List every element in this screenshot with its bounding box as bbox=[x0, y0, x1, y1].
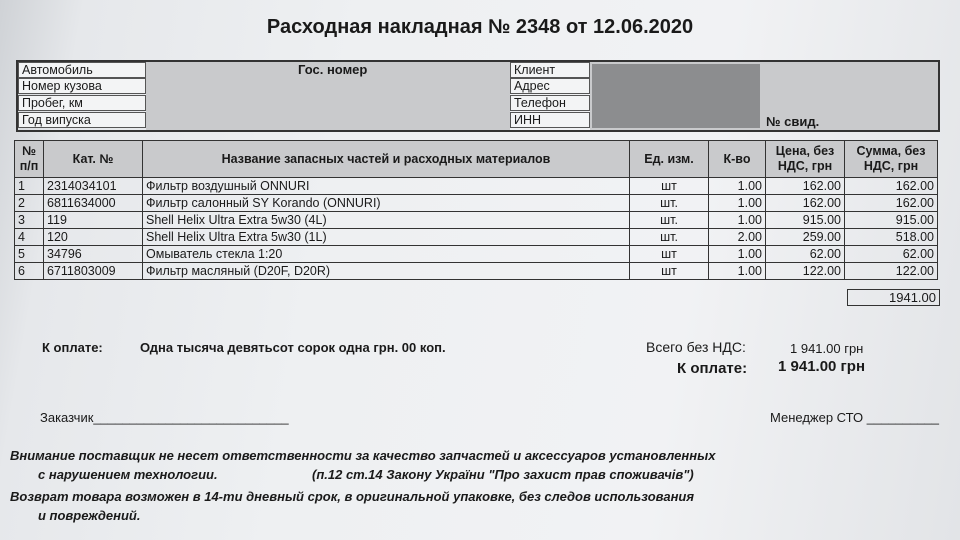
table-row bbox=[15, 229, 938, 246]
label-year: Год випуска bbox=[18, 112, 146, 128]
note-line-2b: (п.12 ст.14 Закону України "Про захист прав споживачів") bbox=[312, 467, 694, 482]
cell-unit: шт bbox=[630, 263, 709, 280]
cell-num: 4 bbox=[15, 229, 44, 246]
note-line-2a: с нарушением технологии. bbox=[38, 467, 218, 482]
col-header-unit: Ед. изм. bbox=[630, 141, 709, 178]
col-header-name: Название запасных частей и расходных материалов bbox=[143, 141, 630, 178]
cell-cat: 6711803009 bbox=[44, 263, 143, 280]
col-header-qty: К-во bbox=[709, 141, 766, 178]
col-header-sum: Сумма, без НДС, грн bbox=[845, 141, 938, 178]
cell-num: 5 bbox=[15, 246, 44, 263]
to-pay-value: 1 941.00 грн bbox=[778, 358, 866, 375]
label-automobile: Автомобиль bbox=[18, 62, 146, 78]
label-address: Адрес bbox=[510, 78, 590, 94]
table-header-row bbox=[15, 141, 938, 178]
payment-label: К оплате: bbox=[42, 340, 103, 355]
cell-price: 162.00 bbox=[766, 195, 845, 212]
cell-cat: 6811634000 bbox=[44, 195, 143, 212]
label-body-number: Номер кузова bbox=[18, 78, 146, 94]
col-header-num: № п/п bbox=[15, 141, 44, 178]
cell-sum: 518.00 bbox=[845, 229, 938, 246]
cell-price: 259.00 bbox=[766, 229, 845, 246]
cell-cat: 34796 bbox=[44, 246, 143, 263]
cell-num: 6 bbox=[15, 263, 44, 280]
col-header-cat: Кат. № bbox=[44, 141, 143, 178]
cell-unit: шт. bbox=[630, 229, 709, 246]
cell-cat: 119 bbox=[44, 212, 143, 229]
total-no-vat-label: Всего без НДС: bbox=[646, 339, 746, 355]
payment-amount-words: Одна тысяча девятьсот сорок одна грн. 00 коп. bbox=[140, 340, 446, 355]
items-table bbox=[14, 140, 938, 280]
cell-qty: 1.00 bbox=[709, 246, 766, 263]
cell-price: 915.00 bbox=[766, 212, 845, 229]
cell-qty: 1.00 bbox=[709, 178, 766, 195]
cell-sum: 915.00 bbox=[845, 212, 938, 229]
cell-unit: шт. bbox=[630, 195, 709, 212]
cell-name: Фильтр салонный SY Korando (ONNURI) bbox=[143, 195, 630, 212]
label-gos-nomer: Гос. номер bbox=[298, 62, 368, 77]
cell-name: Фильтр масляный (D20F, D20R) bbox=[143, 263, 630, 280]
table-row bbox=[15, 178, 938, 195]
table-row bbox=[15, 212, 938, 229]
cell-unit: шт bbox=[630, 178, 709, 195]
cell-num: 2 bbox=[15, 195, 44, 212]
col-header-price: Цена, без НДС, грн bbox=[766, 141, 845, 178]
cell-price: 122.00 bbox=[766, 263, 845, 280]
cell-sum: 162.00 bbox=[845, 178, 938, 195]
table-row bbox=[15, 246, 938, 263]
table-row bbox=[15, 195, 938, 212]
cell-unit: шт bbox=[630, 246, 709, 263]
note-line-1: Внимание поставщик не несет ответственности за качество запчастей и аксессуаров установленных bbox=[10, 448, 716, 463]
label-client: Клиент bbox=[510, 62, 590, 78]
cell-name: Shell Helix Ultra Extra 5w30 (1L) bbox=[143, 229, 630, 246]
cell-qty: 1.00 bbox=[709, 195, 766, 212]
total-no-vat-value: 1 941.00 грн bbox=[790, 341, 864, 356]
cell-num: 1 bbox=[15, 178, 44, 195]
manager-signature: Менеджер СТО __________ bbox=[770, 410, 940, 425]
label-inn: ИНН bbox=[510, 112, 590, 128]
cell-num: 3 bbox=[15, 212, 44, 229]
cell-qty: 2.00 bbox=[709, 229, 766, 246]
cell-cat: 120 bbox=[44, 229, 143, 246]
document-title: Расходная накладная № 2348 от 12.06.2020 bbox=[266, 16, 694, 38]
label-mileage: Пробег, км bbox=[18, 95, 146, 111]
table-row bbox=[15, 263, 938, 280]
cell-name: Фильтр воздушный ONNURI bbox=[143, 178, 630, 195]
note-line-3: Возврат товара возможен в 14-ти дневный срок, в оригинальной упаковке, без следов использования bbox=[10, 489, 695, 504]
note-line-4: и повреждений. bbox=[38, 508, 141, 523]
to-pay-label: К оплате: bbox=[677, 360, 748, 377]
cell-name: Shell Helix Ultra Extra 5w30 (4L) bbox=[143, 212, 630, 229]
redacted-client-block bbox=[592, 64, 760, 128]
cell-cat: 2314034101 bbox=[44, 178, 143, 195]
cell-qty: 1.00 bbox=[709, 263, 766, 280]
cell-unit: шт. bbox=[630, 212, 709, 229]
cell-sum: 122.00 bbox=[845, 263, 938, 280]
label-svid: № свид. bbox=[766, 114, 820, 129]
cell-sum: 162.00 bbox=[845, 195, 938, 212]
cell-name: Омыватель стекла 1:20 bbox=[143, 246, 630, 263]
vehicle-client-info-block bbox=[16, 60, 940, 132]
table-total: 1941.00 bbox=[847, 289, 940, 306]
cell-qty: 1.00 bbox=[709, 212, 766, 229]
cell-price: 62.00 bbox=[766, 246, 845, 263]
customer-signature: Заказчик___________________________ bbox=[40, 410, 289, 425]
label-phone: Телефон bbox=[510, 95, 590, 111]
cell-sum: 62.00 bbox=[845, 246, 938, 263]
cell-price: 162.00 bbox=[766, 178, 845, 195]
